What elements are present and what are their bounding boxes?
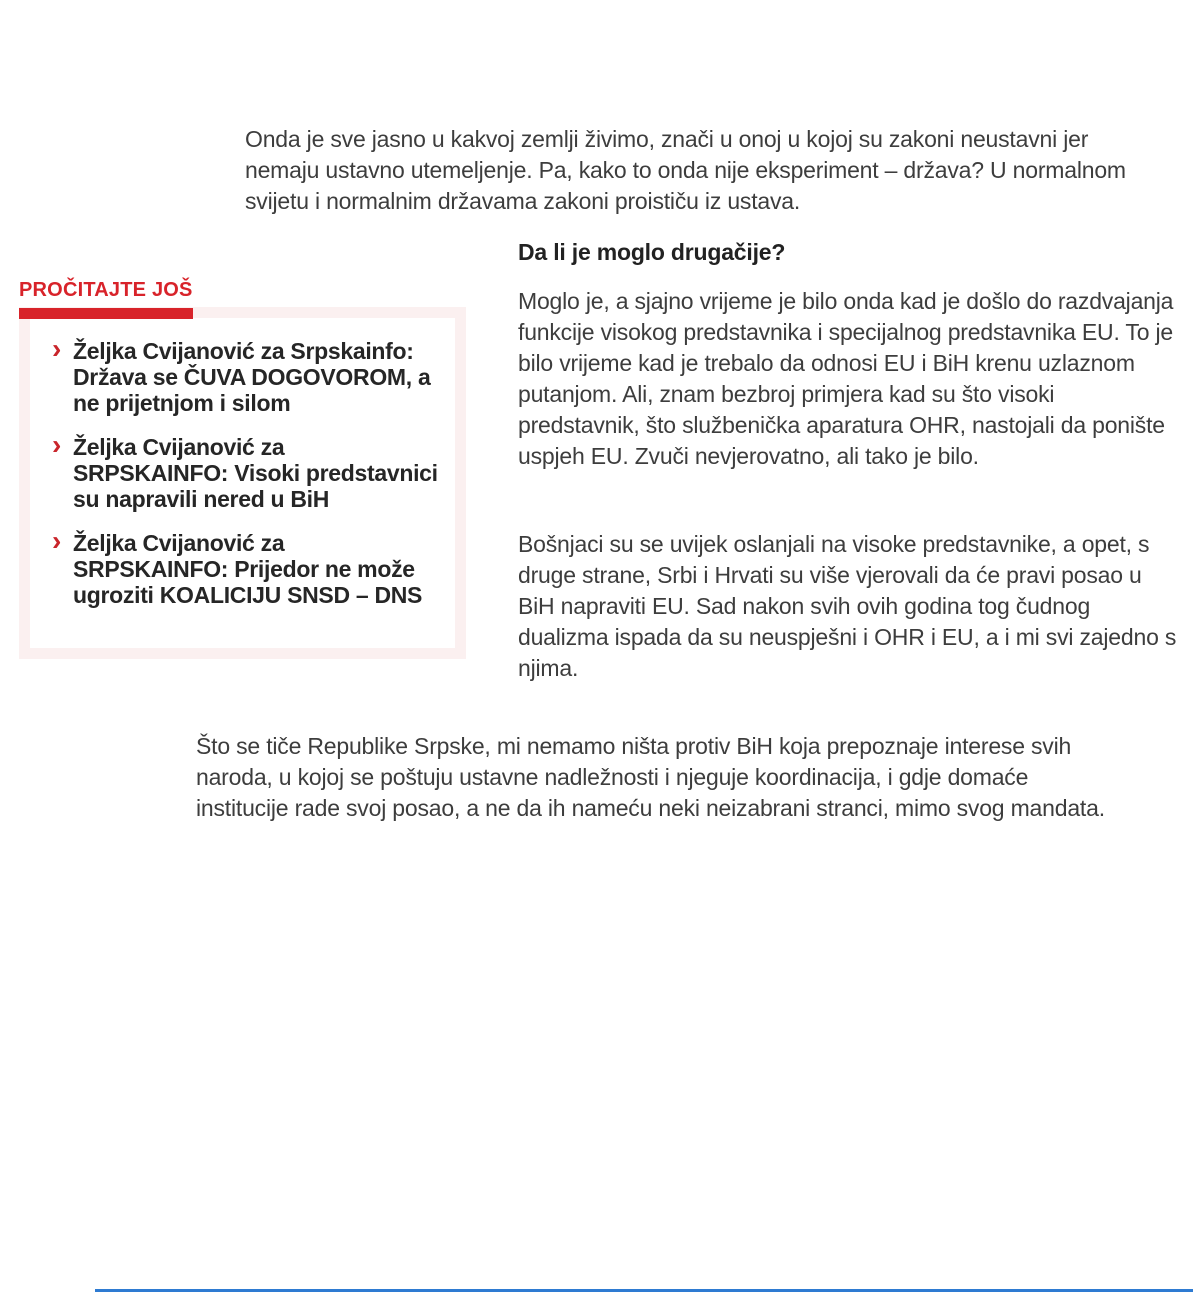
article-paragraph-bottom: Što se tiče Republike Srpske, mi nemamo ništa protiv BiH koja prepoznaje interese svih naroda, u kojoj se poštuju ustavne nadležnosti i njeguje koordinacija, i gdje domaće institucije rade svoj posao, a ne da ih nameću neki neizabrani stranci, mimo svog mandata. <box>196 733 1105 821</box>
chevron-right-icon: › <box>52 429 62 460</box>
related-article-title: Željka Cvijanović za SRPSKAINFO: Visoki predstavnici su napravili nered u BiH <box>73 434 438 512</box>
related-article-link[interactable] <box>46 525 438 608</box>
article-paragraph-right-2: Bošnjaci su se uvijek oslanjali na visoke predstavnike, a opet, s druge strane, Srbi i Hrvati su više vjerovali da će pravi posao u BiH napraviti EU. Sad nakon svih ovih godina tog čudnog dualizma ispada da su neuspješni i OHR i EU, a i mi svi zajedno s njima. <box>518 531 1177 681</box>
related-article-link[interactable] <box>46 333 438 416</box>
read-more-label: PROČITAJTE JOŠ <box>19 279 193 319</box>
chevron-right-icon: › <box>52 525 62 556</box>
article-paragraph-intro: Onda je sve jasno u kakvoj zemlji živimo, znači u onoj u kojoj su zakoni neustavni jer nemaju ustavno utemeljenje. Pa, kako to onda nije eksperiment – država? U normalnom svijetu i normalnim državama zakoni proističu iz ustava. <box>245 126 1126 214</box>
article-paragraph-right-1: Moglo je, a sjajno vrijeme je bilo onda kad je došlo do razdvajanja funkcije visokog predstavnika i specijalnog predstavnika EU. To je bilo vrijeme kad je trebalo da odnosi EU i BiH krenu uzlaznom putanjom. Ali, znam bezbroj primjera kad su što visoki predstavnik, što službenička aparatura OHR, nastojali da ponište uspjeh EU. Zvuči nevjerovatno, ali tako je bilo. <box>518 288 1174 469</box>
chevron-right-icon: › <box>52 333 62 364</box>
related-article-title: Željka Cvijanović za SRPSKAINFO: Prijedor ne može ugroziti KOALICIJU SNSD – DNS <box>73 530 423 608</box>
article-subheading: Da li je moglo drugačije? <box>518 239 786 265</box>
related-article-title: Željka Cvijanović za Srpskainfo: Država se ČUVA DOGOVOROM, a ne prijetnjom i silom <box>73 338 431 416</box>
related-article-link[interactable] <box>46 429 438 512</box>
read-more-box <box>19 307 466 659</box>
